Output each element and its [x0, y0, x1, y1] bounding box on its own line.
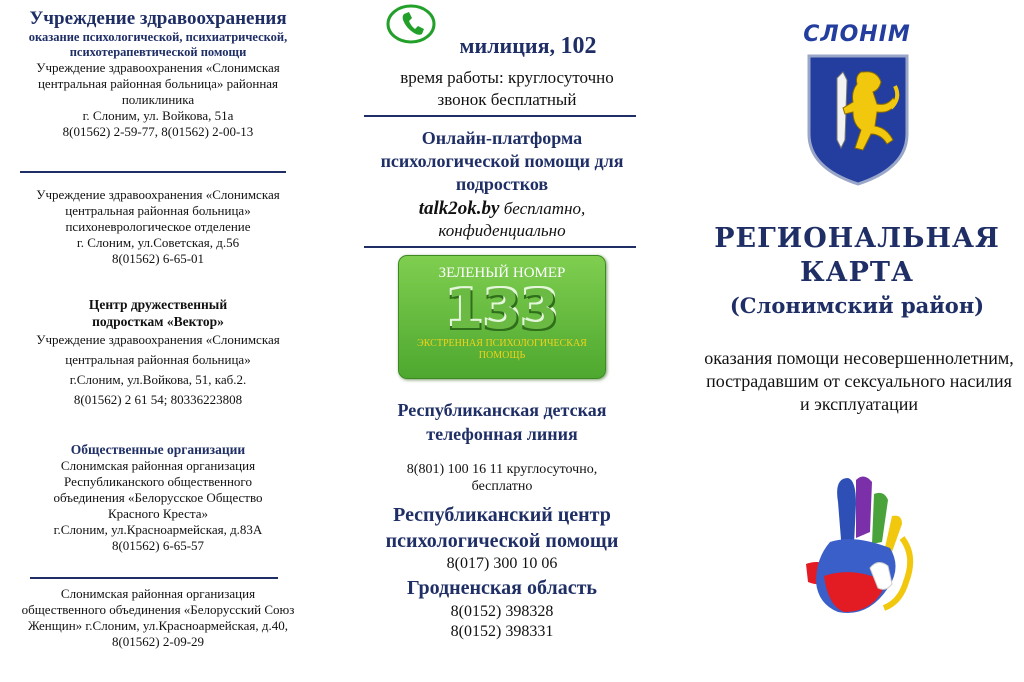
- region-phone: 8(0152) 398331: [450, 623, 554, 640]
- phone: 8(01562) 2 61 54; 80336223808: [73, 392, 243, 407]
- region-phone: 8(0152) 398328: [450, 603, 554, 620]
- phone: 8(01562) 6-65-57: [111, 538, 205, 553]
- phone: 8(01562) 6-65-01: [111, 251, 205, 266]
- section-neuro: [0, 187, 316, 267]
- page-title: КАРТА: [800, 257, 914, 288]
- right-column: [690, 0, 1024, 682]
- section-vector: [0, 296, 316, 410]
- green-number: 133: [445, 278, 559, 341]
- platform-title: Онлайн-платформа психологической помощи для подростков: [380, 128, 624, 194]
- police-title: милиция,: [459, 33, 555, 58]
- coat-of-arms-icon: [805, 52, 911, 188]
- page-description: оказания помощи несовершеннолетним, пострадавшим от сексуального насилия и эксплуатации: [704, 348, 1014, 414]
- divider: [364, 115, 636, 117]
- center-title: Республиканский центр психологической помощи: [385, 504, 619, 552]
- divider: [20, 171, 286, 173]
- police-hours: время работы: круглосуточно: [400, 68, 614, 87]
- green-number-badge: [398, 255, 606, 379]
- green-caption: ЭКСТРЕННАЯ ПСИХОЛОГИЧЕСКАЯ ПОМОЩЬ: [417, 338, 587, 361]
- platform-line: [352, 198, 652, 220]
- platform-site: talk2ok.by: [418, 198, 500, 219]
- child-line-free: бесплатно: [471, 479, 533, 494]
- police-line: [404, 33, 652, 59]
- section-heading: Учреждение здравоохранения: [29, 8, 287, 29]
- police-free: звонок бесплатный: [437, 90, 577, 109]
- green-title: ЗЕЛЕНЫЙ НОМЕР: [438, 265, 566, 281]
- divider: [30, 577, 278, 579]
- center-phone: 8(017) 300 10 06: [446, 555, 558, 572]
- section-healthcare: [0, 8, 316, 140]
- section-womens-union: [0, 586, 316, 650]
- hand-icon: [800, 472, 924, 618]
- child-line-title: Республиканская детская телефонная линия: [397, 400, 607, 444]
- org-name: Учреждение здравоохранения «Слонимская центральная районная больница»: [36, 332, 280, 367]
- platform-free: бесплатно,: [499, 199, 586, 218]
- divider: [364, 246, 636, 248]
- left-column: [0, 0, 316, 682]
- org-name: Слонимская районная организация Республиканского общественного объединения «Белорусское Общество Красного Креста»: [53, 458, 263, 521]
- child-line-phone: 8(801) 100 16 11 круглосуточно,: [406, 462, 598, 477]
- address: г. Слоним, ул.Советская, д.56: [76, 235, 240, 250]
- region-title: Гродненская область: [407, 577, 597, 599]
- police-number: 102: [560, 33, 597, 59]
- address: г. Слоним, ул. Войкова, 51а: [82, 108, 234, 123]
- section-heading: подросткам «Вектор»: [92, 314, 224, 329]
- address: г.Слоним, ул.Красноармейская, д.83А: [53, 522, 263, 537]
- address: г.Слоним, ул.Войкова, 51, каб.2.: [69, 372, 247, 387]
- platform-conf: конфиденциально: [438, 221, 566, 240]
- org-name: Слонимская районная организация общественного объединения «Белорусский Союз Женщин» г.Слоним, ул.Красноармейская, д.40,: [21, 586, 295, 633]
- phone: 8(01562) 2-09-29: [111, 634, 205, 649]
- section-heading: Общественные организации: [70, 442, 246, 457]
- org-name: Учреждение здравоохранения «Слонимская центральная районная больница» психоневрологическое отделение: [36, 187, 280, 234]
- section-heading: Центр дружественный: [88, 297, 228, 312]
- page-subtitle: (Слонимский район): [729, 293, 985, 318]
- phone: 8(01562) 2-59-77, 8(01562) 2-00-13: [62, 124, 254, 139]
- section-public-orgs: [0, 441, 316, 554]
- crest-label: СЛОНІМ: [803, 22, 911, 47]
- section-subheading: оказание психологической, психиатрической, психотерапевтической помощи: [28, 30, 288, 59]
- page-title: РЕГИОНАЛЬНАЯ: [714, 223, 1000, 254]
- org-name: Учреждение здравоохранения «Слонимская центральная районная больница» районная поликлиника: [36, 60, 280, 107]
- middle-column: [352, 0, 652, 682]
